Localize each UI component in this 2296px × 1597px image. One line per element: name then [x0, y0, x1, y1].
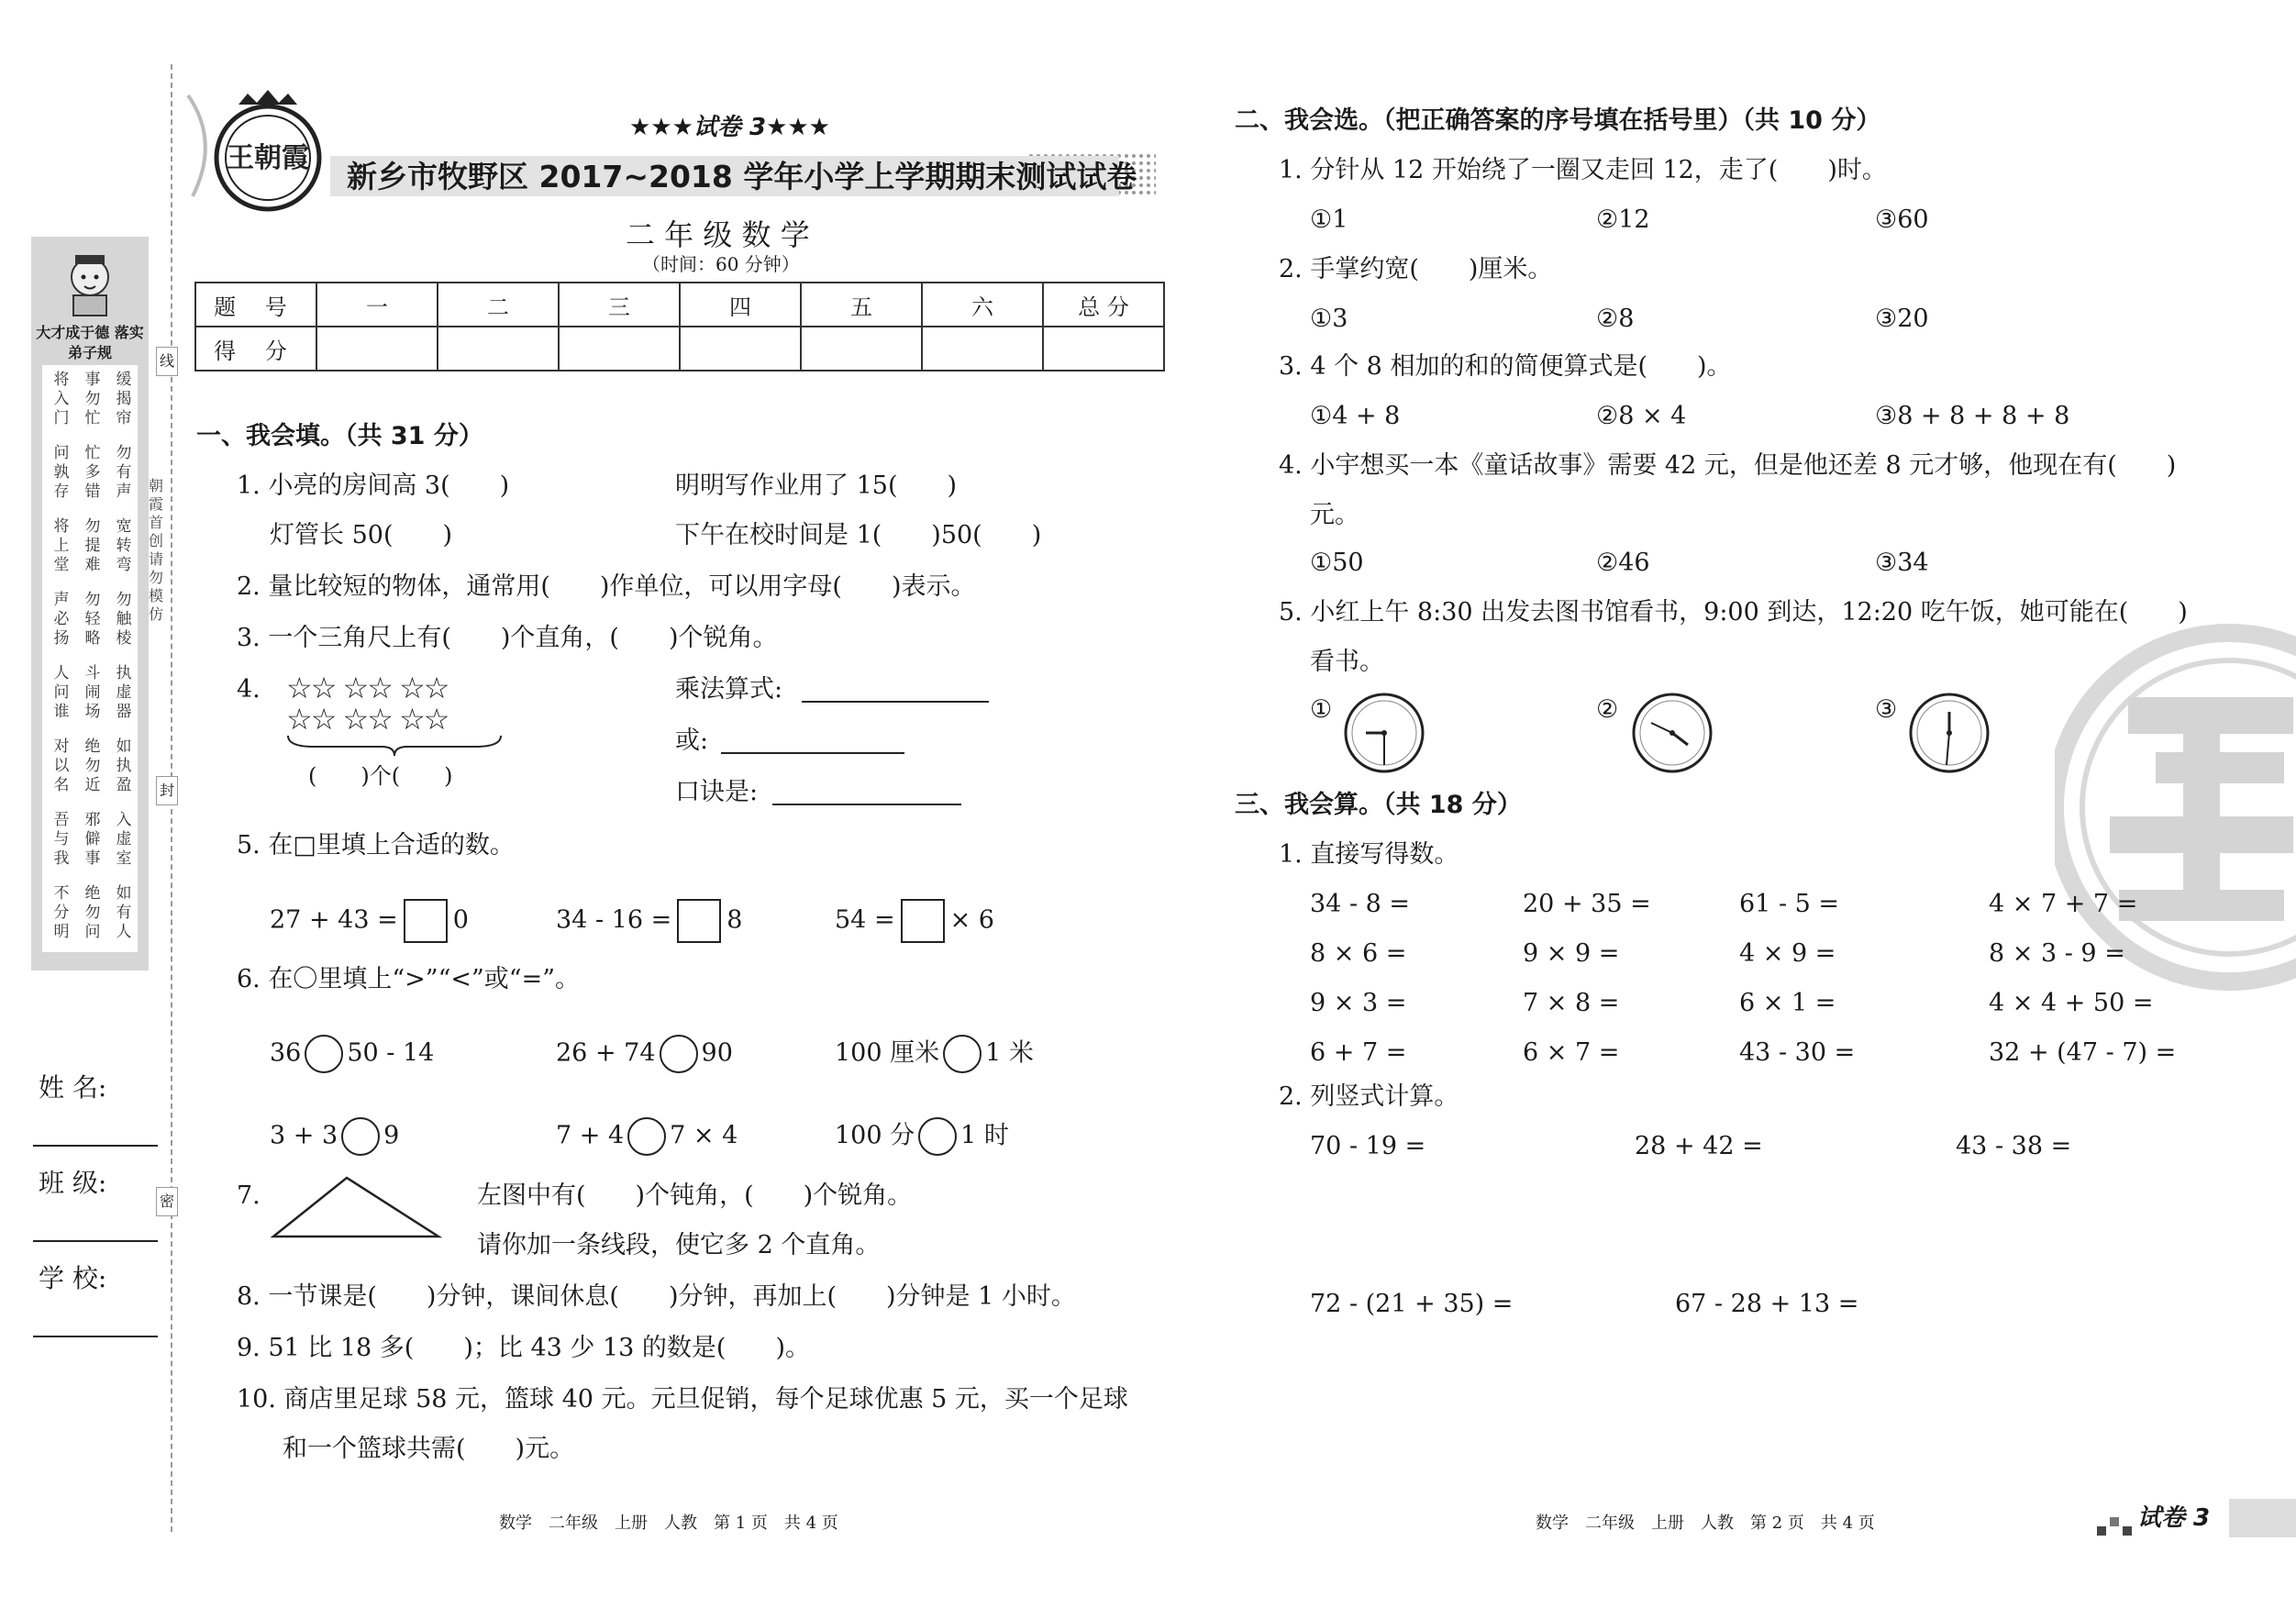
s2-q3-opt1[interactable]: ①4 + 8: [1310, 402, 1401, 430]
motto-column: 缓揭帘: [116, 371, 132, 427]
motto-column: 事勿忙: [84, 371, 101, 427]
footer-right: 数学 二年级 上册 人教 第 2 页 共 4 页: [1536, 1514, 1875, 1533]
q5b-left: 34 - 16 =: [556, 905, 672, 935]
motto-column: 将入门: [53, 371, 70, 427]
corner-paper-label: 试卷 3: [2137, 1504, 2211, 1532]
score-input-cell[interactable]: [801, 327, 922, 371]
q5c-box[interactable]: [901, 899, 945, 943]
score-header-cell: 三: [559, 283, 680, 327]
section2-title: 二、我会选。（把正确答案的序号填在括号里）（共 10 分）: [1235, 106, 1881, 135]
q1-c: 灯管长 50( ): [270, 521, 453, 549]
mental-math-item: 4 × 4 + 50 =: [1989, 989, 2154, 1017]
footer-left: 数学 二年级 上册 人教 第 1 页 共 4 页: [499, 1514, 838, 1533]
star-row-2: ☆☆ ☆☆ ☆☆: [286, 702, 449, 737]
name-label: 姓 名:: [39, 1072, 107, 1103]
q7-a: 左图中有( )个钝角，( )个锐角。: [477, 1181, 913, 1210]
mental-math-item: 34 - 8 =: [1310, 890, 1411, 918]
score-value-row: [195, 327, 1164, 371]
score-header-cell: 总 分: [1043, 283, 1164, 327]
q6a-right: 50 - 14: [347, 1038, 435, 1068]
q6f-right: 1 时: [960, 1121, 1009, 1150]
q1-a: 1. 小亮的房间高 3( ): [237, 471, 510, 500]
seal-side-text: 朝霞首创 请勿模仿: [149, 477, 164, 623]
publisher-logo-icon: [183, 86, 349, 215]
mental-math-item: 8 × 3 - 9 =: [1989, 939, 2125, 968]
q6b-circle[interactable]: [660, 1035, 698, 1073]
q4-or-label: 或:: [675, 726, 709, 755]
q6e-circle[interactable]: [627, 1117, 666, 1156]
motto-column: 声必扬: [53, 591, 70, 648]
vertical-calc-3: 43 - 38 =: [1956, 1132, 2072, 1160]
mental-math-item: 20 + 35 =: [1523, 890, 1651, 918]
s2-q5-opt2[interactable]: ②: [1596, 695, 1619, 724]
corner-squares-decoration: [2095, 1504, 2141, 1541]
mental-math-item: 4 × 7 + 7 =: [1989, 890, 2138, 918]
s2-q3-opt3[interactable]: ③8 + 8 + 8 + 8: [1875, 402, 2070, 430]
time-limit: （时间：60 分钟）: [642, 253, 800, 275]
school-line[interactable]: [33, 1336, 158, 1337]
obtuse-triangle-figure: [270, 1174, 444, 1240]
score-header-cell: 题 号: [195, 283, 316, 327]
s2-q1: 1. 分针从 12 开始绕了一圈又走回 12，走了( )时。: [1279, 156, 1887, 184]
star-row-1: ☆☆ ☆☆ ☆☆: [286, 671, 449, 705]
motto-column: 问孰存: [53, 444, 70, 501]
s2-q4-b: 元。: [1310, 501, 1359, 529]
motto-column: 勿有声: [116, 444, 132, 501]
motto-column: 执虚器: [116, 664, 132, 721]
q4-brace-blank: ( )个( ): [308, 763, 453, 789]
score-header-cell: 二: [438, 283, 559, 327]
vertical-calc-4: 72 - (21 + 35) =: [1310, 1290, 1514, 1318]
q6a-circle[interactable]: [305, 1035, 343, 1073]
motto-column: 入虚室: [116, 811, 132, 868]
student-cartoon-icon: [53, 246, 127, 319]
q6f-left: 100 分: [835, 1121, 915, 1150]
mental-math-item: 4 × 9 =: [1739, 939, 1836, 968]
mental-math-item: 61 - 5 =: [1739, 890, 1840, 918]
q6: 6. 在〇里填上“>”“<”或“=”。: [237, 965, 581, 993]
cut-mark-2: 封: [156, 776, 178, 805]
score-header-cell: 一: [316, 283, 438, 327]
star-brace: [286, 734, 503, 758]
score-input-cell[interactable]: [438, 327, 559, 371]
mental-math-item: 9 × 9 =: [1523, 939, 1620, 968]
mental-math-item: 7 × 8 =: [1523, 989, 1620, 1017]
motto-column: 吾与我: [53, 811, 70, 868]
clock-icon-1: [1343, 692, 1425, 774]
score-input-cell[interactable]: [316, 327, 438, 371]
motto-column: 忙多错: [84, 444, 101, 501]
logo-text: 王朝霞: [227, 142, 309, 174]
motto-column: 对以名: [53, 738, 70, 794]
q6e-right: 7 × 4: [670, 1121, 738, 1150]
s2-q1-opt2[interactable]: ②12: [1596, 205, 1650, 234]
score-header-cell: 六: [922, 283, 1043, 327]
s2-q2-opt3[interactable]: ③20: [1875, 305, 1929, 333]
q7-number: 7.: [237, 1181, 261, 1210]
s2-q2-opt2[interactable]: ②8: [1596, 305, 1635, 333]
s2-q3: 3. 4 个 8 相加的和的简便算式是( )。: [1279, 352, 1732, 381]
subject-title: 二 年 级 数 学: [626, 217, 810, 252]
section1-title: 一、我会填。（共 31 分）: [196, 422, 483, 450]
motto-column: 勿提难: [84, 517, 101, 574]
q5c-left: 54 =: [835, 905, 895, 935]
s2-q5-a: 5. 小红上午 8:30 出发去图书馆看书，9:00 到达，12:20 吃午饭，她可能在( ): [1279, 598, 2188, 627]
vertical-calc-5: 67 - 28 + 13 =: [1675, 1290, 1859, 1318]
q6d-circle[interactable]: [341, 1117, 380, 1156]
q6c-right: 1 米: [985, 1038, 1034, 1068]
motto-column: 如执盈: [116, 738, 132, 794]
score-header-cell: 四: [680, 283, 801, 327]
q5: 5. 在□里填上合适的数。: [237, 831, 515, 859]
name-line[interactable]: [33, 1145, 158, 1147]
s2-q3-opt2[interactable]: ②8 × 4: [1596, 402, 1687, 430]
q9: 9. 51 比 18 多( )；比 43 少 13 的数是( )。: [237, 1334, 810, 1362]
motto-column: 不分明: [53, 884, 70, 941]
q6c-circle[interactable]: [943, 1035, 982, 1073]
class-line[interactable]: [33, 1240, 158, 1242]
q1-b: 明明写作业用了 15( ): [675, 471, 958, 500]
q6d-left: 3 + 3: [270, 1121, 338, 1150]
s3-q1: 1. 直接写得数。: [1279, 840, 1459, 869]
q3: 3. 一个三角尺上有( )个直角，( )个锐角。: [237, 624, 778, 652]
page-title: 新乡市牧野区 2017~2018 学年小学上学期期末测试试卷: [347, 159, 1137, 194]
mental-math-item: 6 × 1 =: [1739, 989, 1836, 1017]
score-input-cell[interactable]: [1043, 327, 1164, 371]
q4-rhyme-label: 口诀是:: [675, 778, 759, 806]
s3-q2: 2. 列竖式计算。: [1279, 1082, 1459, 1111]
q6b-left: 26 + 74: [556, 1038, 656, 1068]
q4-mul-label: 乘法算式:: [675, 675, 783, 704]
q10-b: 和一个篮球共需( )元。: [283, 1435, 575, 1463]
cut-mark-3: 密: [156, 1187, 178, 1216]
score-header-row: [195, 283, 1164, 327]
score-table: [194, 282, 1165, 372]
score-input-cell[interactable]: [559, 327, 680, 371]
q5b-box[interactable]: [677, 899, 721, 943]
motto-column: 斗闹场: [84, 664, 101, 721]
q5b-right: 8: [727, 905, 743, 935]
q4-mul-line[interactable]: [802, 701, 989, 703]
q10-a: 10. 商店里足球 58 元，篮球 40 元。元旦促销，每个足球优惠 5 元，买一个足球: [237, 1385, 1128, 1414]
score-input-cell[interactable]: [680, 327, 801, 371]
q6c-left: 100 厘米: [835, 1038, 940, 1068]
s2-q5-opt1[interactable]: ①: [1310, 695, 1333, 724]
s2-q2-opt1[interactable]: ①3: [1310, 305, 1348, 333]
mental-math-item: 6 + 7 =: [1310, 1038, 1407, 1067]
q8: 8. 一节课是( )分钟，课间休息( )分钟，再加上( )分钟是 1 小时。: [237, 1282, 1076, 1311]
motto-column: 将上堂: [53, 517, 70, 574]
motto-column: 勿轻略: [84, 591, 101, 648]
s2-q4-opt3[interactable]: ③34: [1875, 549, 1929, 577]
q4-or-line[interactable]: [721, 752, 904, 754]
clock-icon-2: [1631, 692, 1714, 774]
score-header-cell: 五: [801, 283, 922, 327]
mental-math-item: 43 - 30 =: [1739, 1038, 1856, 1067]
motto-column: 邪僻事: [84, 811, 101, 868]
q2: 2. 量比较短的物体，通常用( )作单位，可以用字母( )表示。: [237, 572, 976, 601]
q7-b: 请你加一条线段，使它多 2 个直角。: [477, 1231, 881, 1259]
paper-badge: ★★★试卷 3★★★: [629, 114, 830, 141]
s2-q5-b: 看书。: [1310, 648, 1384, 676]
school-label: 学 校:: [39, 1263, 107, 1293]
section3-title: 三、我会算。（共 18 分）: [1235, 791, 1522, 819]
q5a-box[interactable]: [404, 899, 448, 943]
vertical-calc-2: 28 + 42 =: [1635, 1132, 1763, 1160]
score-label-cell: 得 分: [195, 327, 316, 371]
mental-math-item: 9 × 3 =: [1310, 989, 1407, 1017]
motto-text: 大才成于德 落实弟子规: [36, 324, 144, 361]
q5a-left: 27 + 43 =: [270, 905, 398, 935]
s2-q1-opt1[interactable]: ①1: [1310, 205, 1348, 234]
motto-column: 宽转弯: [116, 517, 132, 574]
s2-q5-opt3[interactable]: ③: [1875, 695, 1898, 724]
motto-column: 人问谁: [53, 664, 70, 721]
q4-rhyme-line[interactable]: [772, 804, 961, 805]
s2-q4-a: 4. 小宇想买一本《童话故事》需要 42 元，但是他还差 8 元才够，他现在有( ): [1279, 451, 2177, 480]
mental-math-item: 32 + (47 - 7) =: [1989, 1038, 2177, 1067]
mental-math-item: 6 × 7 =: [1523, 1038, 1620, 1067]
q1-d: 下午在校时间是 1( )50( ): [675, 521, 1042, 549]
motto-column: 勿触棱: [116, 591, 132, 648]
q6a-left: 36: [270, 1038, 302, 1068]
motto-column: 绝勿近: [84, 738, 101, 794]
q6f-circle[interactable]: [918, 1117, 957, 1156]
corner-band: [2229, 1499, 2296, 1537]
q5c-right: × 6: [949, 905, 994, 935]
s2-q2: 2. 手掌约宽( )厘米。: [1279, 255, 1553, 283]
clock-icon-3: [1908, 692, 1991, 774]
q6e-left: 7 + 4: [556, 1121, 625, 1150]
class-label: 班 级:: [39, 1168, 107, 1198]
s2-q4-opt2[interactable]: ②46: [1596, 549, 1650, 577]
motto-column: 绝勿问: [84, 884, 101, 941]
motto-column: 如有人: [116, 884, 132, 941]
mental-math-item: 8 × 6 =: [1310, 939, 1407, 968]
score-input-cell[interactable]: [922, 327, 1043, 371]
s2-q1-opt3[interactable]: ③60: [1875, 205, 1929, 234]
q5a-right: 0: [452, 905, 469, 935]
q6d-right: 9: [383, 1121, 400, 1150]
q6b-right: 90: [701, 1038, 733, 1068]
vertical-calc-1: 70 - 19 =: [1310, 1132, 1426, 1160]
s2-q4-opt1[interactable]: ①50: [1310, 549, 1364, 577]
cut-mark-1: 线: [156, 347, 178, 376]
q4-number: 4.: [237, 675, 261, 704]
